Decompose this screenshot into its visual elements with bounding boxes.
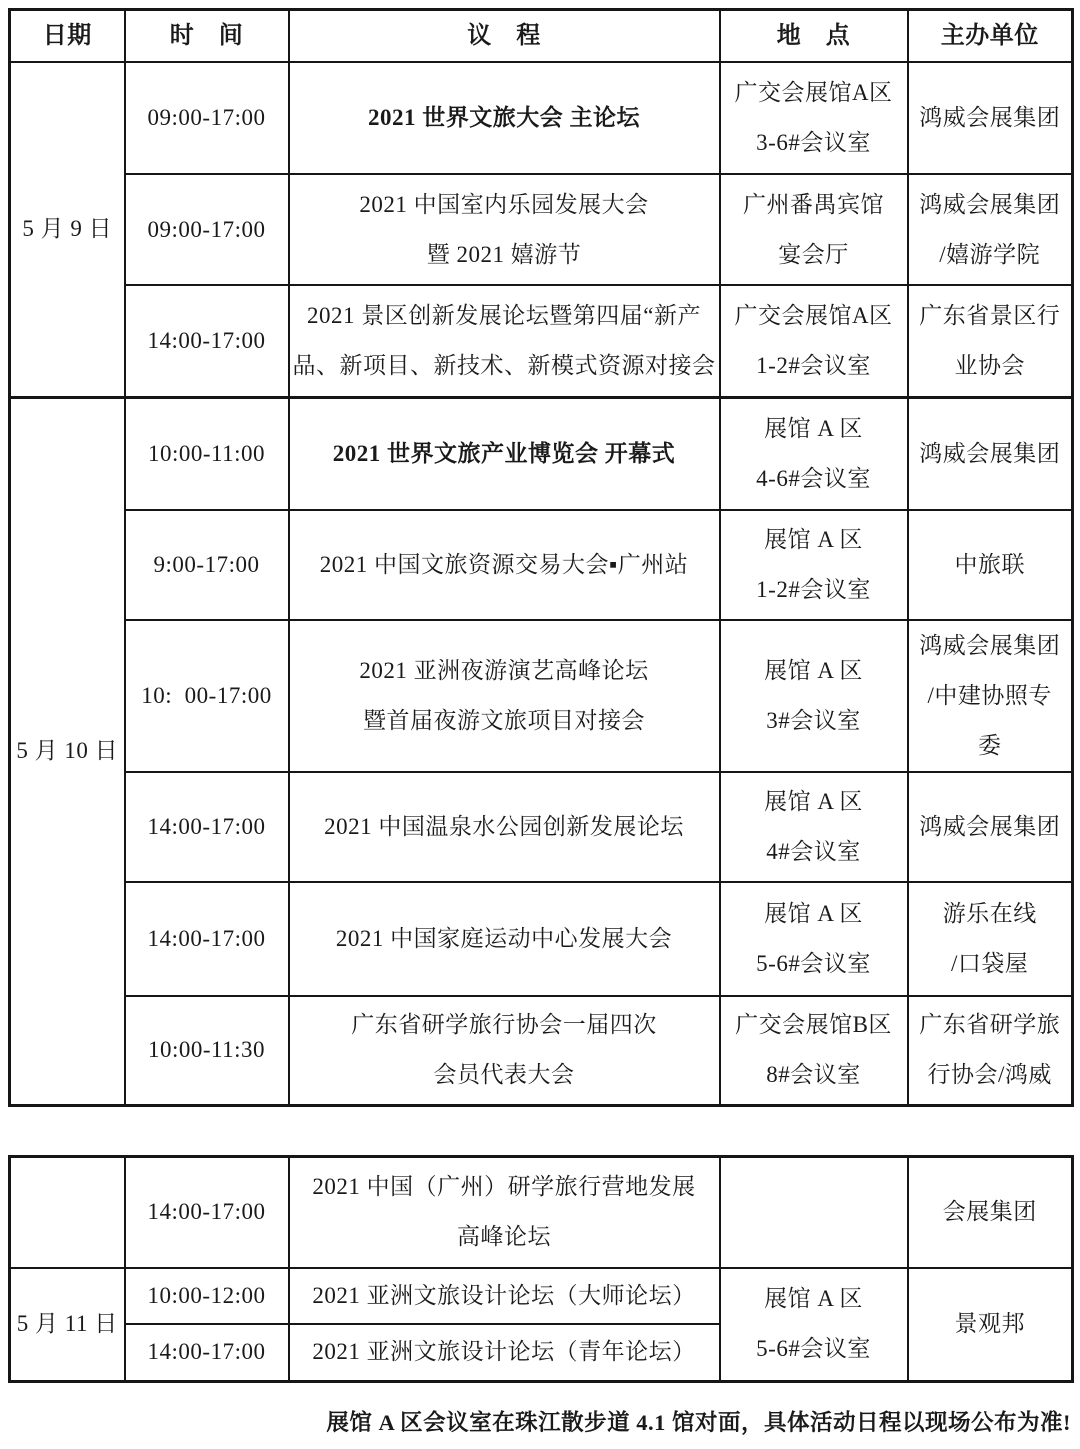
header-label: 地 点 [776, 23, 851, 49]
agenda-cell [289, 174, 720, 285]
organizer-text: 鸿威会展集团 [919, 105, 1061, 130]
time-text: 14:00-17:00 [147, 1339, 266, 1365]
header-cell-location [720, 10, 908, 63]
time-cell [125, 1324, 289, 1381]
location-text: 3-6#会议室 [756, 130, 871, 155]
location-text: 广州番禺宾馆 [743, 191, 884, 217]
organizer-text: 委 [978, 733, 1002, 758]
organizer-cell [908, 510, 1073, 620]
location-cell-empty [720, 1156, 908, 1268]
time-text: 14:00-17:00 [147, 926, 266, 951]
time-cell [125, 772, 289, 882]
time-text: 10:00-12:00 [147, 1283, 266, 1308]
organizer-cell [908, 62, 1073, 174]
time-cell [125, 1156, 289, 1268]
organizer-cell [908, 882, 1073, 996]
agenda-cell [289, 1156, 720, 1268]
location-text: 1-2#会议室 [756, 577, 871, 602]
location-text: 宴会厅 [778, 241, 849, 267]
schedule-table-may11 [8, 1155, 1074, 1383]
organizer-text: /中建协照专 [927, 683, 1052, 708]
schedule-row [10, 174, 1073, 285]
time-cell [125, 882, 289, 996]
agenda-text: 2021 亚洲文旅设计论坛（大师论坛） [312, 1283, 696, 1308]
location-text: 4#会议室 [766, 839, 861, 864]
organizer-text: 景观邦 [954, 1311, 1025, 1337]
organizer-text: /口袋屋 [951, 951, 1029, 976]
date-label: 5 月 11 日 [16, 1311, 118, 1337]
schedule-table-main [8, 8, 1074, 1107]
location-cell [720, 510, 908, 620]
agenda-cell [289, 1268, 720, 1324]
agenda-text: 暨首届夜游文旅项目对接会 [363, 708, 645, 733]
date-cell-empty [10, 1156, 125, 1268]
time-text: 09:00-17:00 [147, 105, 266, 130]
agenda-text: 2021 世界文旅产业博览会 开幕式 [332, 440, 676, 466]
schedule-row [10, 397, 1073, 510]
agenda-cell [289, 882, 720, 996]
schedule-row [10, 1156, 1073, 1268]
header-cell-time [125, 10, 289, 63]
agenda-text: 2021 景区创新发展论坛暨第四届“新产 [307, 302, 701, 328]
agenda-text: 高峰论坛 [457, 1224, 551, 1250]
agenda-text: 2021 亚洲文旅设计论坛（青年论坛） [312, 1339, 696, 1365]
location-text: 展馆 A 区 [764, 789, 863, 814]
time-text: 10: 00-17:00 [141, 683, 272, 708]
time-text: 14:00-17:00 [147, 327, 266, 353]
time-cell [125, 174, 289, 285]
date-label: 5 月 9 日 [22, 216, 113, 242]
agenda-cell [289, 397, 720, 510]
header-cell-organizer [908, 10, 1073, 63]
date-cell-may10 [10, 397, 125, 1105]
agenda-cell [289, 1324, 720, 1381]
location-cell [720, 996, 908, 1105]
time-text: 14:00-17:00 [147, 1199, 266, 1225]
time-text: 9:00-17:00 [153, 552, 260, 577]
agenda-text: 2021 中国室内乐园发展大会 [359, 191, 649, 217]
location-text: 5-6#会议室 [756, 1336, 871, 1362]
location-text: 展馆 A 区 [764, 527, 863, 552]
organizer-text: /嬉游学院 [939, 241, 1041, 267]
organizer-cell [908, 174, 1073, 285]
schedule-row [10, 772, 1073, 882]
schedule-row [10, 62, 1073, 174]
date-cell-may9 [10, 62, 125, 397]
organizer-cell [908, 397, 1073, 510]
time-cell [125, 620, 289, 772]
location-text: 广交会展馆B区 [735, 1012, 892, 1038]
time-cell [125, 996, 289, 1105]
time-text: 10:00-11:30 [147, 1037, 266, 1063]
location-cell [720, 620, 908, 772]
agenda-text: 2021 亚洲夜游演艺高峰论坛 [359, 658, 649, 683]
location-cell [720, 285, 908, 397]
schedule-row [10, 996, 1073, 1105]
organizer-text: 业协会 [954, 352, 1025, 378]
header-cell-date [10, 10, 125, 63]
organizer-cell [908, 1156, 1073, 1268]
location-cell [720, 397, 908, 510]
agenda-cell [289, 996, 720, 1105]
organizer-cell [908, 772, 1073, 882]
organizer-cell [908, 620, 1073, 772]
organizer-text: 中旅联 [954, 552, 1025, 577]
footer-note: 展馆 A 区会议室在珠江散步道 4.1 馆对面，具体活动日程以现场公布为准! [326, 1409, 1071, 1435]
location-text: 8#会议室 [766, 1062, 861, 1088]
agenda-text: 2021 中国（广州）研学旅行营地发展 [312, 1174, 696, 1200]
agenda-cell [289, 772, 720, 882]
organizer-text: 鸿威会展集团 [919, 191, 1061, 217]
organizer-text: 广东省研学旅 [919, 1012, 1061, 1038]
organizer-cell [908, 285, 1073, 397]
agenda-text: 会员代表大会 [433, 1062, 575, 1088]
agenda-cell [289, 285, 720, 397]
location-cell [720, 772, 908, 882]
schedule-row [10, 285, 1073, 397]
location-text: 1-2#会议室 [756, 352, 871, 378]
location-cell [720, 882, 908, 996]
agenda-cell [289, 620, 720, 772]
agenda-cell [289, 510, 720, 620]
location-text: 展馆 A 区 [764, 415, 863, 441]
header-label: 主办单位 [940, 23, 1039, 49]
location-text: 4-6#会议室 [756, 465, 871, 491]
time-cell [125, 62, 289, 174]
organizer-cell [908, 996, 1073, 1105]
location-text: 展馆 A 区 [764, 901, 863, 926]
organizer-text: 鸿威会展集团 [919, 633, 1061, 658]
agenda-text: 品、新项目、新技术、新模式资源对接会 [292, 352, 716, 378]
date-label: 5 月 10 日 [16, 738, 119, 763]
location-text: 广交会展馆A区 [734, 302, 893, 328]
agenda-text: 广东省研学旅行协会一届四次 [351, 1012, 657, 1038]
organizer-cell [908, 1268, 1073, 1381]
header-label: 议 程 [467, 23, 541, 49]
agenda-text: 2021 中国家庭运动中心发展大会 [335, 926, 673, 951]
location-text: 3#会议室 [766, 708, 861, 733]
agenda-cell [289, 62, 720, 174]
agenda-text: 2021 中国文旅资源交易大会▪广州站 [319, 552, 689, 577]
header-label: 日期 [42, 23, 92, 49]
header-row [10, 10, 1073, 63]
organizer-text: 鸿威会展集团 [919, 814, 1061, 839]
time-text: 14:00-17:00 [147, 814, 266, 839]
agenda-text: 2021 世界文旅大会 主论坛 [368, 105, 640, 130]
time-text: 09:00-17:00 [147, 216, 266, 242]
header-cell-agenda [289, 10, 720, 63]
time-cell [125, 1268, 289, 1324]
organizer-text: 游乐在线 [942, 901, 1037, 926]
time-cell [125, 285, 289, 397]
agenda-text: 2021 中国温泉水公园创新发展论坛 [324, 814, 684, 839]
header-label: 时 间 [169, 23, 244, 49]
organizer-text: 会展集团 [942, 1199, 1037, 1225]
organizer-text: 广东省景区行 [919, 302, 1061, 328]
time-cell [125, 397, 289, 510]
location-text: 展馆 A 区 [764, 658, 863, 683]
organizer-text: 鸿威会展集团 [919, 440, 1061, 466]
schedule-row [10, 510, 1073, 620]
schedule-row [10, 882, 1073, 996]
location-cell [720, 174, 908, 285]
location-text: 广交会展馆A区 [734, 80, 893, 105]
schedule-row [10, 620, 1073, 772]
organizer-text: 行协会/鸿威 [927, 1062, 1052, 1088]
time-cell [125, 510, 289, 620]
time-text: 10:00-11:00 [147, 440, 266, 466]
agenda-text: 暨 2021 嬉游节 [426, 241, 582, 267]
date-cell-may11 [10, 1268, 125, 1381]
schedule-row [10, 1268, 1073, 1324]
location-text: 展馆 A 区 [764, 1286, 863, 1312]
location-cell [720, 62, 908, 174]
location-text: 5-6#会议室 [756, 951, 871, 976]
location-cell [720, 1268, 908, 1381]
